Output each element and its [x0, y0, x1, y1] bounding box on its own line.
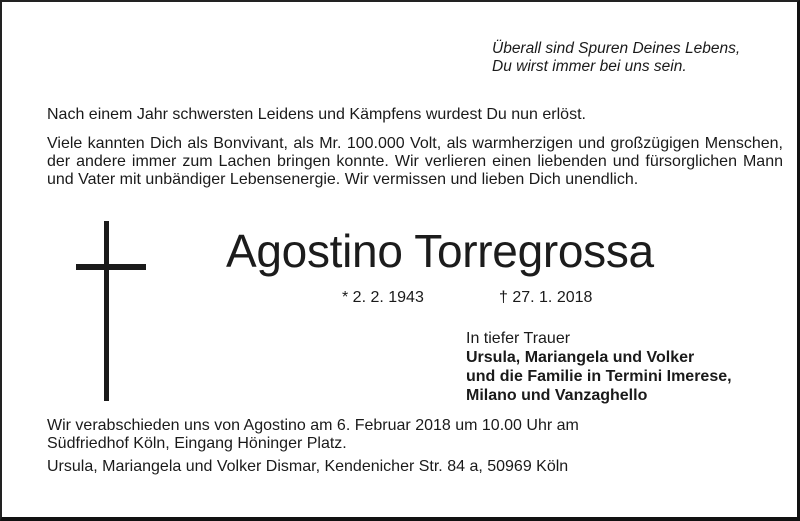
family-address: Ursula, Mariangela und Volker Dismar, Kendenicher Str. 84 a, 50969 Köln — [47, 458, 569, 475]
mourning-intro: In tiefer Trauer — [466, 330, 571, 347]
cross-icon — [76, 221, 146, 401]
mourners-block — [466, 329, 732, 405]
tribute-paragraph: Viele kannten Dich als Bonvivant, als Mr. 100.000 Volt, als warmherzigen und großzügigen Menschen, der andere immer zum Lachen bringen konnte. Wir verlieren einen liebenden und fürsorglichen Mann und Vater mit unbändiger Lebensenergie. Wir vermissen und lieben Dich unendlich. — [47, 135, 783, 188]
mourner-names — [466, 348, 732, 405]
motto-line-1: Überall sind Spuren Deines Lebens, — [492, 40, 741, 57]
funeral-line-2: Südfriedhof Köln, Eingang Höninger Platz. — [47, 435, 347, 452]
deceased-name: Agostino Torregrossa — [226, 225, 654, 277]
death-date: † 27. 1. 2018 — [499, 289, 593, 306]
intro-paragraph: Nach einem Jahr schwersten Leidens und Kämpfens wurdest Du nun erlöst. — [47, 106, 586, 123]
funeral-notice — [47, 417, 579, 453]
motto-line-2: Du wirst immer bei uns sein. — [492, 58, 687, 75]
birth-date: * 2. 2. 1943 — [342, 289, 424, 306]
mourner-line: Ursula, Mariangela und Volker — [466, 349, 695, 366]
motto-quote — [492, 40, 782, 76]
mourner-line: und die Familie in Termini Imerese, — [466, 368, 732, 385]
funeral-line-1: Wir verabschieden uns von Agostino am 6. Februar 2018 um 10.00 Uhr am — [47, 417, 579, 434]
mourner-line: Milano und Vanzaghello — [466, 387, 648, 404]
